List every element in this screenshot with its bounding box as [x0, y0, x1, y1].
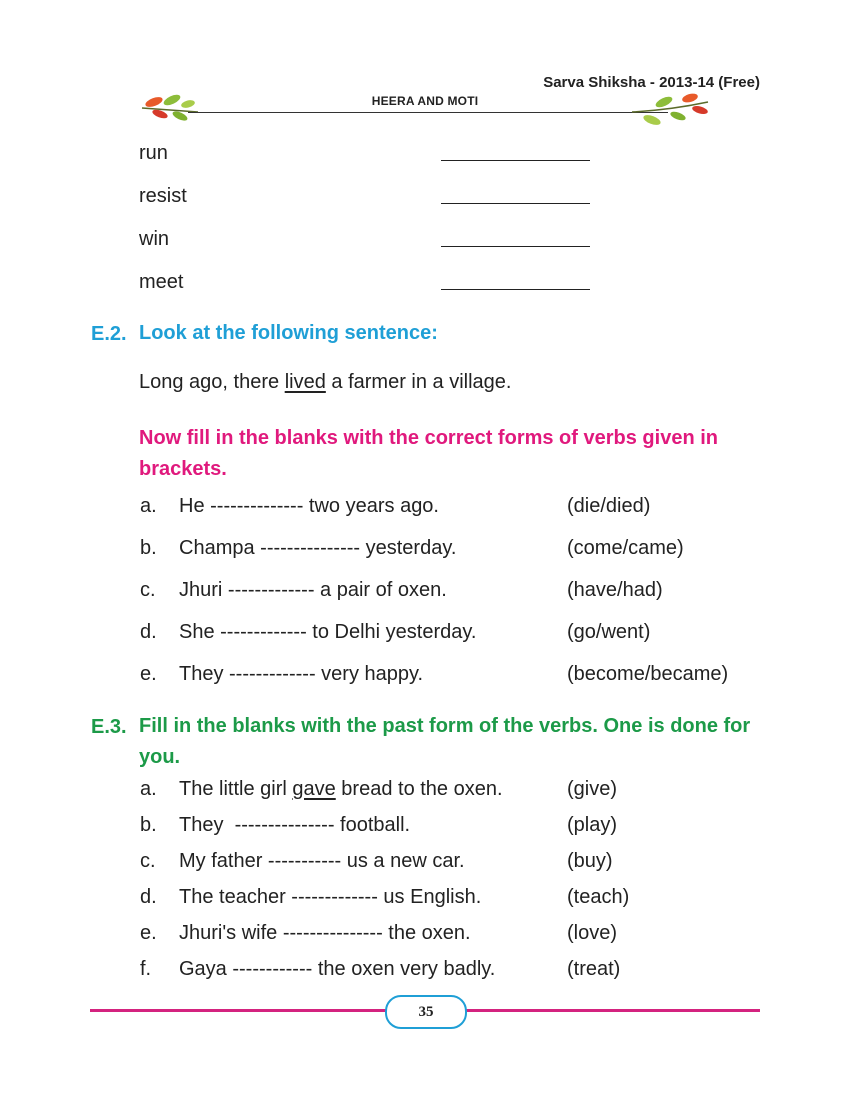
example-sentence	[139, 371, 511, 394]
answer-line[interactable]	[441, 246, 590, 247]
answer-line[interactable]	[441, 289, 590, 290]
exercise-row	[0, 886, 850, 916]
item-letter: a.	[140, 778, 157, 800]
example-after: a farmer in a village.	[325, 371, 512, 393]
exercise-row	[0, 579, 850, 609]
section-number-e2: E.2.	[91, 323, 127, 345]
item-sentence	[179, 778, 503, 801]
item-sentence: They --------------- football.	[179, 814, 411, 836]
e2-instruction: Now fill in the blanks with the correct forms of verbs given in brackets.	[139, 427, 718, 480]
item-letter: d.	[140, 621, 157, 643]
word-resist: resist	[139, 185, 187, 207]
item-hint: (become/became)	[567, 663, 729, 685]
vine-right-icon	[630, 90, 710, 130]
exercise-row	[0, 621, 850, 651]
item-hint: (treat)	[567, 958, 621, 980]
item-hint: (play)	[567, 814, 618, 836]
item-sentence: Champa --------------- yesterday.	[179, 537, 457, 559]
section-number-e3: E.3.	[91, 716, 127, 738]
exercise-row	[0, 814, 850, 844]
item-letter: a.	[140, 495, 157, 517]
item-letter: d.	[140, 886, 157, 908]
exercise-row-example	[0, 778, 850, 808]
item-letter: f.	[140, 958, 152, 980]
example-after: bread to the oxen.	[335, 778, 503, 800]
section-title-e2: Look at the following sentence:	[139, 322, 438, 344]
item-hint: (love)	[567, 922, 618, 944]
item-sentence: They ------------- very happy.	[179, 663, 424, 685]
item-letter: c.	[140, 850, 156, 872]
item-sentence: Gaya ------------ the oxen very badly.	[179, 958, 496, 980]
item-sentence: She ------------- to Delhi yesterday.	[179, 621, 477, 643]
exercise-row	[0, 495, 850, 525]
item-sentence: The teacher ------------- us English.	[179, 886, 482, 908]
exercise-row	[0, 850, 850, 880]
exercise-row	[0, 922, 850, 952]
item-hint: (buy)	[567, 850, 613, 872]
example-verb: gave	[292, 778, 336, 800]
item-sentence: Jhuri ------------- a pair of oxen.	[179, 579, 447, 601]
answer-line[interactable]	[441, 160, 590, 161]
item-letter: e.	[140, 663, 157, 685]
item-hint: (go/went)	[567, 621, 651, 643]
example-before: Long ago, there	[139, 371, 285, 393]
item-hint: (come/came)	[567, 537, 684, 559]
item-letter: b.	[140, 537, 157, 559]
item-letter: e.	[140, 922, 157, 944]
series-label: Sarva Shiksha - 2013-14 (Free)	[543, 74, 760, 91]
exercise-row	[0, 663, 850, 693]
item-hint: (give)	[567, 778, 618, 800]
page-number: 35	[385, 995, 467, 1029]
item-hint: (die/died)	[567, 495, 651, 517]
item-letter: b.	[140, 814, 157, 836]
word-run: run	[139, 142, 168, 164]
chapter-title: HEERA AND MOTI	[371, 94, 479, 108]
section-title-e3: Fill in the blanks with the past form of the verbs. One is done for you.	[139, 715, 751, 768]
example-verb: lived	[284, 371, 326, 393]
item-hint: (teach)	[567, 886, 630, 908]
item-hint: (have/had)	[567, 579, 663, 601]
answer-line[interactable]	[441, 203, 590, 204]
word-meet: meet	[139, 271, 184, 293]
item-sentence: Jhuri's wife --------------- the oxen.	[179, 922, 471, 944]
header-rule	[188, 112, 668, 113]
exercise-row	[0, 537, 850, 567]
item-letter: c.	[140, 579, 156, 601]
word-win: win	[139, 228, 170, 250]
example-before: The little girl	[179, 778, 293, 800]
item-sentence: My father ----------- us a new car.	[179, 850, 465, 872]
exercise-row	[0, 958, 850, 988]
item-sentence: He -------------- two years ago.	[179, 495, 439, 517]
